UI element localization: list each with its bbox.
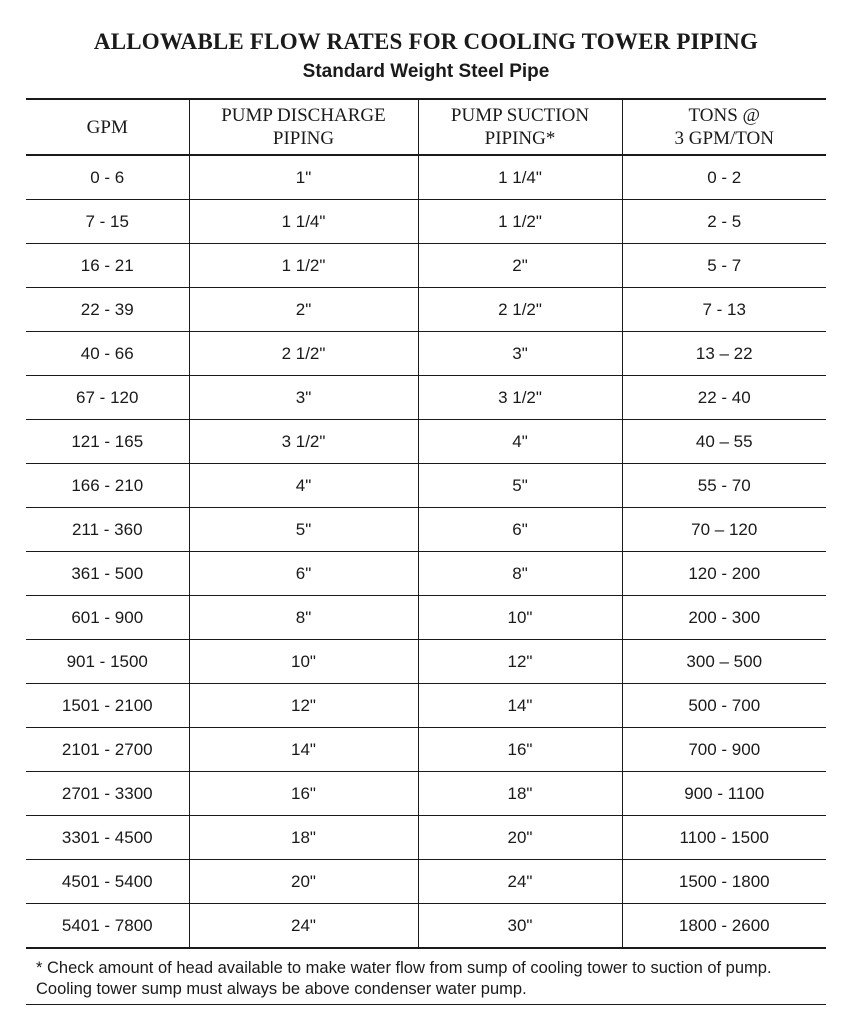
cell-pump-discharge: 18" (189, 816, 418, 860)
table-body (26, 155, 826, 948)
cell-tons: 7 - 13 (622, 288, 826, 332)
cell-tons: 300 – 500 (622, 640, 826, 684)
cell-pump-discharge: 16" (189, 772, 418, 816)
cell-pump-suction: 18" (418, 772, 622, 816)
cell-pump-suction: 2 1/2" (418, 288, 622, 332)
table-row (26, 200, 826, 244)
table-row (26, 244, 826, 288)
table-header-row (26, 99, 826, 155)
cell-pump-discharge: 12" (189, 684, 418, 728)
cell-gpm: 3301 - 4500 (26, 816, 189, 860)
cell-pump-discharge: 8" (189, 596, 418, 640)
cell-pump-suction: 1 1/4" (418, 155, 622, 200)
cell-pump-discharge: 2 1/2" (189, 332, 418, 376)
table-row (26, 508, 826, 552)
cell-pump-suction: 8" (418, 552, 622, 596)
table-row (26, 640, 826, 684)
page-title: ALLOWABLE FLOW RATES FOR COOLING TOWER PIPING (93, 29, 759, 54)
cell-gpm: 211 - 360 (26, 508, 189, 552)
header-discharge-line1: PUMP DISCHARGE (221, 105, 386, 126)
header-discharge-line2: PIPING (272, 128, 335, 149)
cell-tons: 700 - 900 (622, 728, 826, 772)
cell-tons: 70 – 120 (622, 508, 826, 552)
cell-gpm: 4501 - 5400 (26, 860, 189, 904)
cell-pump-suction: 14" (418, 684, 622, 728)
cell-pump-discharge: 1 1/2" (189, 244, 418, 288)
cell-pump-suction: 2" (418, 244, 622, 288)
table-row (26, 420, 826, 464)
flow-rates-table (26, 98, 826, 949)
table-row (26, 155, 826, 200)
table-row (26, 816, 826, 860)
cell-pump-suction: 24" (418, 860, 622, 904)
cell-pump-discharge: 14" (189, 728, 418, 772)
cell-pump-discharge: 10" (189, 640, 418, 684)
cell-pump-discharge: 4" (189, 464, 418, 508)
cell-tons: 2 - 5 (622, 200, 826, 244)
cell-gpm: 40 - 66 (26, 332, 189, 376)
table-row (26, 772, 826, 816)
cell-pump-suction: 20" (418, 816, 622, 860)
cell-pump-suction: 3 1/2" (418, 376, 622, 420)
cell-tons: 40 – 55 (622, 420, 826, 464)
cell-tons: 1800 - 2600 (622, 904, 826, 949)
cell-gpm: 121 - 165 (26, 420, 189, 464)
cell-pump-discharge: 24" (189, 904, 418, 949)
footnote: * Check amount of head available to make water flow from sump of cooling tower to suction of pump. Cooling tower sump must always be above condenser water pump. (36, 959, 772, 998)
table-row (26, 552, 826, 596)
cell-gpm: 166 - 210 (26, 464, 189, 508)
cell-gpm: 2101 - 2700 (26, 728, 189, 772)
cell-pump-discharge: 6" (189, 552, 418, 596)
cell-tons: 13 – 22 (622, 332, 826, 376)
cell-tons: 1500 - 1800 (622, 860, 826, 904)
cell-pump-suction: 16" (418, 728, 622, 772)
cell-pump-discharge: 3 1/2" (189, 420, 418, 464)
cell-gpm: 5401 - 7800 (26, 904, 189, 949)
cell-pump-suction: 12" (418, 640, 622, 684)
cell-pump-suction: 30" (418, 904, 622, 949)
bottom-rule (26, 1004, 826, 1005)
cell-tons: 22 - 40 (622, 376, 826, 420)
cell-tons: 5 - 7 (622, 244, 826, 288)
header-tons-line1: TONS @ (688, 105, 761, 126)
cell-tons: 55 - 70 (622, 464, 826, 508)
cell-gpm: 601 - 900 (26, 596, 189, 640)
cell-tons: 0 - 2 (622, 155, 826, 200)
cell-gpm: 22 - 39 (26, 288, 189, 332)
header-suction-line1: PUMP SUCTION (450, 105, 590, 126)
page-subtitle: Standard Weight Steel Pipe (302, 61, 550, 82)
table-row (26, 376, 826, 420)
cell-gpm: 361 - 500 (26, 552, 189, 596)
table-row (26, 904, 826, 949)
cell-pump-suction: 5" (418, 464, 622, 508)
cell-tons: 200 - 300 (622, 596, 826, 640)
cell-pump-discharge: 1" (189, 155, 418, 200)
cell-pump-discharge: 5" (189, 508, 418, 552)
cell-gpm: 7 - 15 (26, 200, 189, 244)
table-row (26, 332, 826, 376)
cell-pump-suction: 10" (418, 596, 622, 640)
table-row (26, 860, 826, 904)
table-row (26, 684, 826, 728)
header-gpm-label: GPM (86, 116, 128, 138)
cell-pump-discharge: 20" (189, 860, 418, 904)
cell-pump-discharge: 2" (189, 288, 418, 332)
cell-gpm: 16 - 21 (26, 244, 189, 288)
cell-tons: 1100 - 1500 (622, 816, 826, 860)
cell-pump-suction: 6" (418, 508, 622, 552)
header-pump-suction (418, 99, 622, 155)
document-page (26, 28, 826, 998)
header-tons-line2: 3 GPM/TON (674, 128, 774, 149)
cell-pump-discharge: 3" (189, 376, 418, 420)
header-suction-line2: PIPING* (484, 128, 556, 149)
cell-pump-discharge: 1 1/4" (189, 200, 418, 244)
cell-gpm: 2701 - 3300 (26, 772, 189, 816)
cell-pump-suction: 3" (418, 332, 622, 376)
cell-tons: 900 - 1100 (622, 772, 826, 816)
cell-tons: 120 - 200 (622, 552, 826, 596)
cell-pump-suction: 4" (418, 420, 622, 464)
header-pump-discharge (189, 99, 418, 155)
table-row (26, 464, 826, 508)
cell-gpm: 901 - 1500 (26, 640, 189, 684)
cell-gpm: 1501 - 2100 (26, 684, 189, 728)
header-tons (622, 99, 826, 155)
table-row (26, 288, 826, 332)
cell-tons: 500 - 700 (622, 684, 826, 728)
table-row (26, 596, 826, 640)
table-row (26, 728, 826, 772)
cell-gpm: 67 - 120 (26, 376, 189, 420)
cell-pump-suction: 1 1/2" (418, 200, 622, 244)
header-gpm (26, 99, 189, 155)
cell-gpm: 0 - 6 (90, 167, 125, 187)
